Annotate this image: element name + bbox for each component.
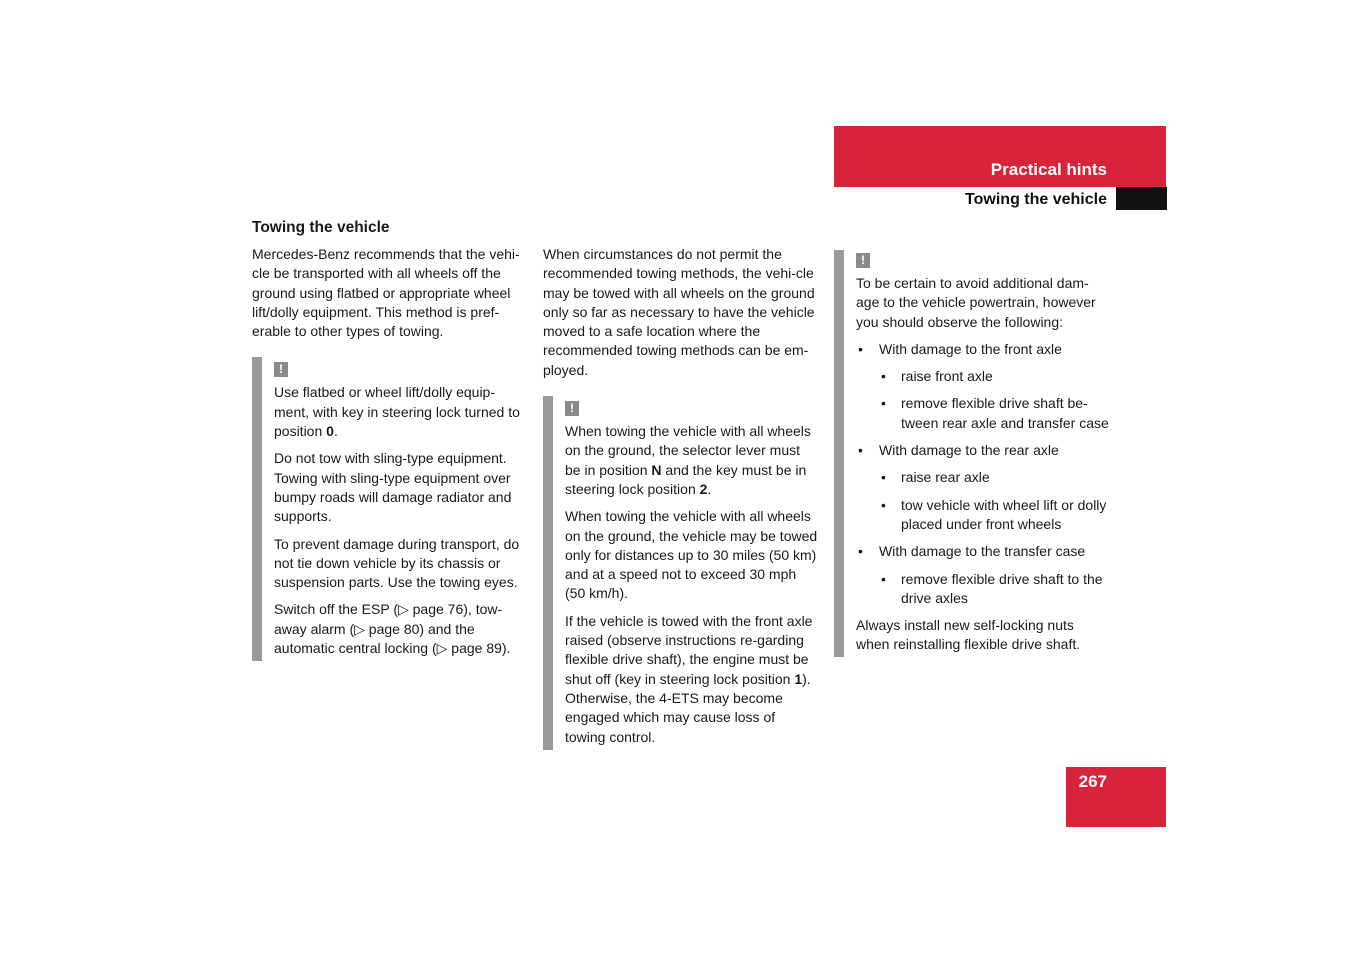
sub-list-item: • raise front axle	[879, 367, 1110, 386]
page-number: 267	[1078, 772, 1107, 791]
warning-bar	[543, 396, 553, 750]
list-item: • With damage to the front axle • raise front axle • remove flexible drive shaft be-tween rear axle and transfer case	[856, 340, 1110, 433]
warning-paragraph: If the vehicle is towed with the front axle raised (observe instructions re-garding flexible drive shaft), the engine must be shut off (key in steering lock position 1). Otherwise, the 4-ETS may become engaged which may cause loss of towing control.	[565, 612, 813, 745]
sub-list-item: • remove flexible drive shaft to the drive axles	[879, 570, 1110, 609]
warning-paragraph: Switch off the ESP (▷ page 76), tow-away alarm (▷ page 80) and the automatic central locking (▷ page 89).	[274, 601, 511, 657]
column-2	[543, 245, 818, 750]
warning-box	[834, 250, 1110, 657]
subsection-title: Towing the vehicle	[965, 191, 1107, 208]
warning-icon: !	[856, 253, 870, 268]
page-heading: Towing the vehicle	[252, 219, 390, 236]
column-1	[252, 245, 528, 661]
column-3	[834, 250, 1110, 657]
sub-list-item: • raise rear axle	[879, 468, 1110, 487]
warning-icon: !	[565, 401, 579, 416]
warning-icon: !	[274, 362, 288, 377]
closing-paragraph: Always install new self-locking nuts when reinstalling flexible drive shaft.	[856, 617, 1081, 653]
intro-paragraph: Mercedes-Benz recommends that the vehi-cle be transported with all wheels off the ground using flatbed or appropriate wheel lift/dolly equipment. This method is pref-erable to other types of towing.	[252, 246, 520, 340]
section-title: Practical hints	[990, 160, 1107, 179]
warning-paragraph: Use flatbed or wheel lift/dolly equip-ment, with key in steering lock turned to position 0.	[274, 384, 520, 440]
damage-list	[856, 340, 1110, 608]
warning-box	[543, 396, 818, 750]
warning-box	[252, 357, 528, 661]
warning-paragraph: When towing the vehicle with all wheels on the ground, the vehicle may be towed only for distances up to 30 miles (50 km) and at a speed not to exceed 30 mph (50 km/h).	[565, 508, 818, 602]
list-item: • With damage to the rear axle • raise rear axle • tow vehicle with wheel lift or dolly placed under front wheels	[856, 441, 1110, 534]
sub-list-item: • tow vehicle with wheel lift or dolly placed under front wheels	[879, 496, 1110, 535]
intro-paragraph: When circumstances do not permit the recommended towing methods, the vehi-cle may be towed with all wheels on the ground only so far as necessary to have the vehicle moved to a safe location where the recommended towing methods can be em-ployed.	[543, 246, 815, 378]
list-item: • With damage to the transfer case • remove flexible drive shaft to the drive axles	[856, 542, 1110, 608]
sub-list-item: • remove flexible drive shaft be-tween rear axle and transfer case	[879, 394, 1110, 433]
warning-paragraph: Do not tow with sling-type equipment. Towing with sling-type equipment over bumpy roads will damage radiator and supports.	[274, 450, 512, 525]
chapter-tab-marker	[1116, 187, 1167, 210]
warning-bar	[252, 357, 262, 661]
sub-list	[879, 367, 1110, 433]
warning-intro: To be certain to avoid additional dam-age to the vehicle powertrain, however you should observe the following:	[856, 275, 1096, 330]
warning-paragraph: To prevent damage during transport, do not tie down vehicle by its chassis or suspension parts. Use the towing eyes.	[274, 535, 520, 591]
sub-list	[879, 468, 1110, 534]
warning-bar	[834, 250, 844, 657]
warning-paragraph: When towing the vehicle with all wheels on the ground, the selector lever must be in position N and the key must be in steering lock position 2.	[565, 423, 811, 497]
sub-list	[879, 570, 1110, 609]
